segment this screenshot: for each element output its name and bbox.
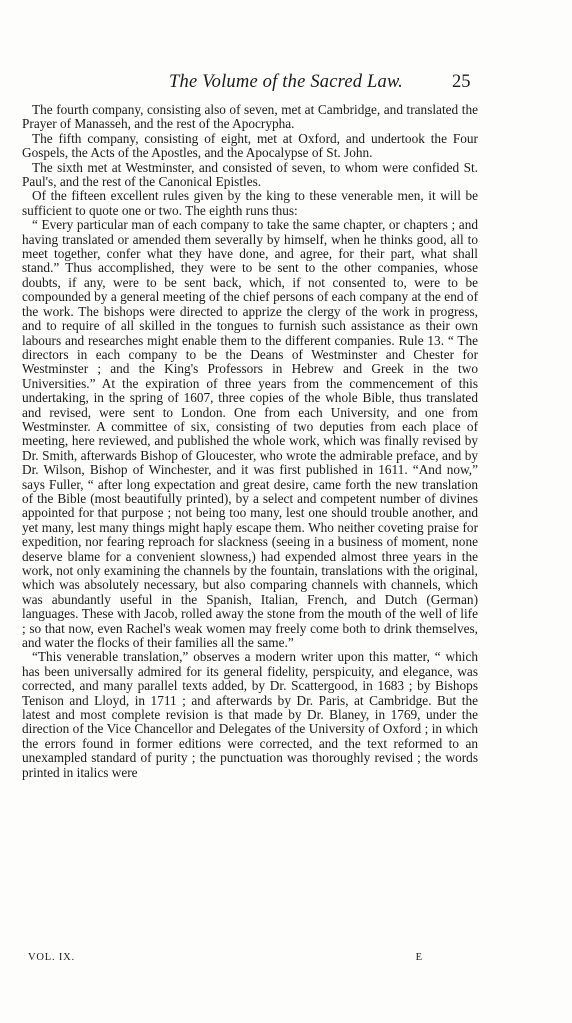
paragraph-fifth-company: The fifth company, consisting of eight, met at Oxford, and undertook the Four Gospels, the Acts of the Apostles, and the Apocalypse of St. John.: [22, 130, 478, 161]
paragraph-venerable-translation: “This venerable translation,” observes a modern writer upon this matter, “ which has been universally admired for its general fidelity, perspicuity, and elegance, was corrected, and many parallel texts added, by Dr. Scattergood, in 1683 ; by Bishops Tenison and Lloyd, in 1711 ; and afterwards by Dr. Paris, at Cambridge. But the latest and most complete revision is that made by Dr. Blaney, in 1769, under the direction of the Vice Chancellor and Delegates of the University of Oxford ; in which the errors found in former editions were corrected, and the text reformed to an unexampled standard of purity ; the punctuation was thoroughly revised ; the words printed in italics were: [22, 649, 478, 780]
volume-label: VOL. IX.: [28, 952, 75, 963]
paragraph-eighth-rule-quote: “ Every particular man of each company to take the same chapter, or chapters ; and having translated or amended them severally by himself, when he thinks good, all to meet together, confer what they have done, and agree, for their part, what shall stand.” Thus accomplished, they were to be sent to the other companies, whose doubts, if any, were to be sent back, which, if not consented to, were to be compounded by a general meeting of the chief persons of each company at the end of the work. The bishops were directed to apprize the clergy of the work in progress, and to require of all skilled in the tongues to furnish such assistance as their own labours and researches might enable them to the different companies. Rule 13. “ The directors in each company to be the Deans of Westminster and Chester for Westminster ; and the King's Professors in Hebrew and Greek in the two Universities.” At the expiration of three years from the commencement of this undertaking, in the spring of 1607, three copies of the whole Bible, thus translated and revised, were sent to London. One from each University, and one from Westminster. A committee of six, consisting of two deputies from each place of meeting, here reviewed, and published the whole work, which was finally revised by Dr. Smith, afterwards Bishop of Gloucester, who wrote the admirable preface, and by Dr. Wilson, Bishop of Winchester, and it was first published in 1611. “And now,” says Fuller, “ after long expectation and great desire, came forth the new translation of the Bible (most beautifully printed), by a select and competent number of divines appointed for that purpose ; not being too many, lest one should trouble another, and yet many, lest many things might haply escape them. Who neither coveting praise for expedition, nor fearing reproach for slackness (seeing in a business of moment, none deserve blame for a convenient slowness,) had expended almost three years in the work, not only examining the channels by the fountain, translations with the original, which was absolutely necessary, but also comparing channels with channels, which was abundantly useful in the Spanish, Italian, French, and Dutch (German) languages. These with Jacob, rolled away the stone from the mouth of the well of life ; so that now, even Rachel's weak women may freely come both to drink themselves, and water the flocks of their families all the same.”: [22, 217, 478, 651]
signature-mark: E: [415, 952, 422, 963]
running-title: The Volume of the Sacred Law.: [169, 72, 403, 92]
paragraph-fourth-company: The fourth company, consisting also of seven, met at Cambridge, and translated the Prayer of Manasseh, and the rest of the Apocrypha.: [22, 102, 478, 132]
body-text: [22, 103, 478, 780]
running-head: [0, 72, 572, 98]
page-number: 25: [452, 72, 471, 92]
page-footer: [28, 952, 468, 968]
paragraph-sixth-company: The sixth met at Westminster, and consisted of seven, to whom were confided St. Paul's, and the rest of the Canonical Epistles.: [22, 159, 478, 190]
paragraph-fifteen-rules: Of the fifteen excellent rules given by the king to these venerable men, it will be sufficient to quote one or two. The eighth runs thus:: [22, 188, 478, 218]
